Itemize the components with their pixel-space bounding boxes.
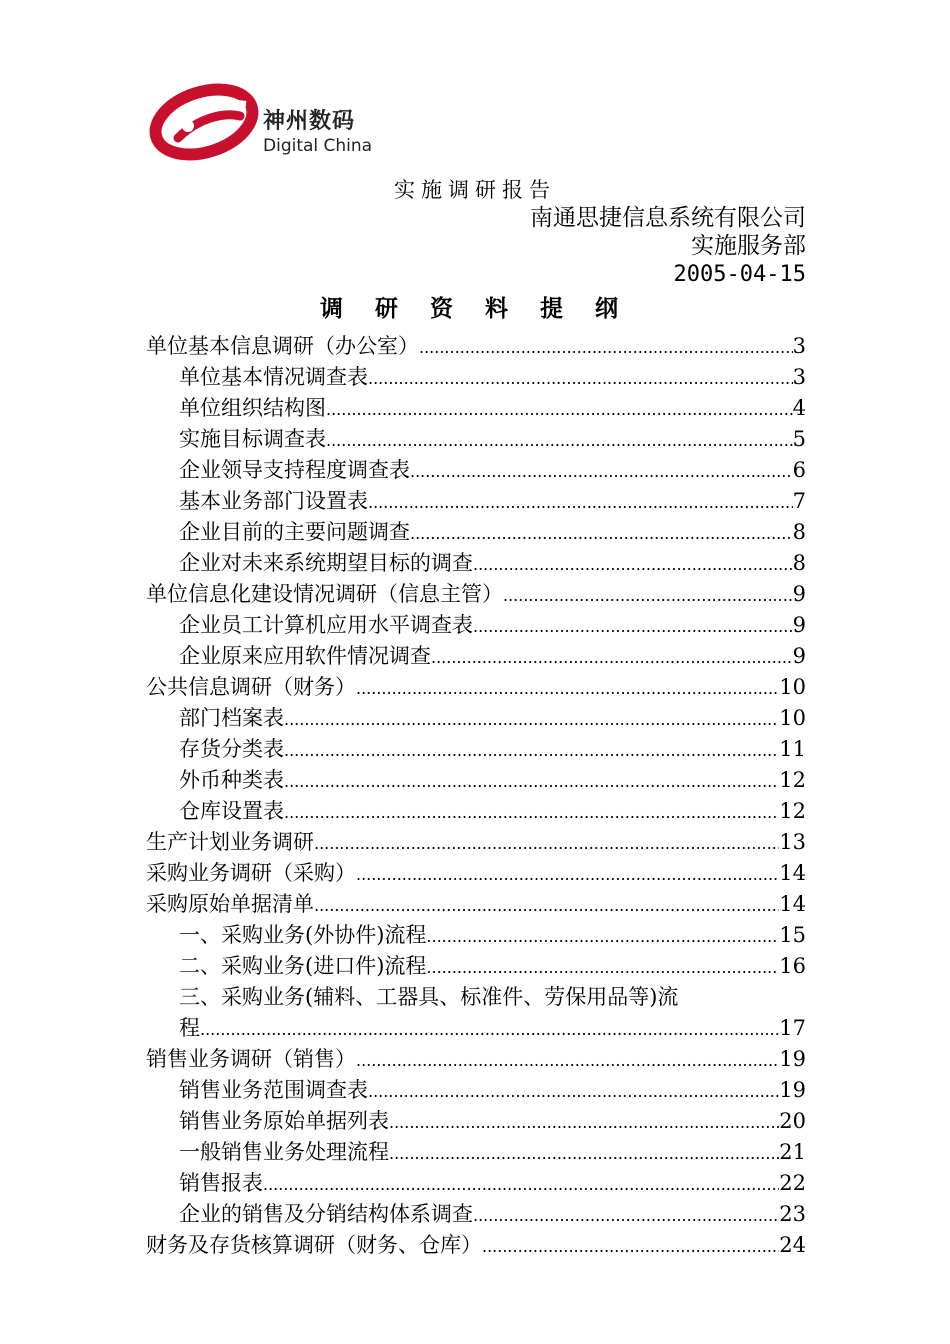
- toc-leader: [473, 551, 793, 579]
- toc-entry[interactable]: [146, 920, 806, 951]
- toc-leader: [410, 458, 793, 486]
- toc-entry-page: 11: [779, 737, 806, 761]
- toc-entry-page: 19: [779, 1047, 806, 1071]
- toc-entry-page: 10: [779, 675, 806, 699]
- toc-entry-page: 15: [779, 923, 806, 947]
- toc-entry-text: 仓库设置表: [179, 799, 284, 823]
- report-date: 2005-04-15: [673, 262, 806, 287]
- toc-entry-text: 一般销售业务处理流程: [179, 1140, 389, 1164]
- toc-leader: [389, 1140, 779, 1168]
- toc-leader: [410, 520, 793, 548]
- toc-leader: [368, 489, 793, 517]
- toc-entry[interactable]: [146, 1137, 806, 1168]
- table-of-contents: [146, 331, 806, 1261]
- toc-entry-text: 采购原始单据清单: [146, 892, 314, 916]
- toc-entry[interactable]: [146, 734, 806, 765]
- toc-entry[interactable]: [146, 858, 806, 889]
- toc-entry-text: 存货分类表: [179, 737, 284, 761]
- toc-entry[interactable]: [146, 362, 806, 393]
- toc-leader: [314, 830, 779, 858]
- toc-leader: [284, 737, 779, 765]
- toc-leader: [482, 1233, 779, 1261]
- toc-entry-page: 8: [792, 520, 806, 544]
- toc-leader: [200, 1016, 779, 1044]
- toc-entry-text: 企业领导支持程度调查表: [179, 458, 410, 482]
- toc-entry-page: 23: [779, 1202, 806, 1226]
- toc-entry[interactable]: [146, 486, 806, 517]
- toc-entry-page: 20: [779, 1109, 806, 1133]
- toc-leader: [368, 1078, 779, 1106]
- toc-entry[interactable]: [146, 796, 806, 827]
- toc-entry-page: 12: [779, 799, 806, 823]
- toc-entry[interactable]: [146, 1230, 806, 1261]
- toc-leader: [326, 427, 793, 455]
- toc-entry[interactable]: [146, 827, 806, 858]
- toc-entry-page: 3: [792, 365, 806, 389]
- toc-entry-page: 17: [779, 1016, 806, 1040]
- toc-entry-page: 10: [779, 706, 806, 730]
- company-logo: [148, 78, 388, 168]
- toc-entry-page: 12: [779, 768, 806, 792]
- toc-leader: [473, 613, 793, 641]
- toc-leader: [426, 954, 779, 982]
- toc-entry-text: 销售业务原始单据列表: [179, 1109, 389, 1133]
- toc-entry-text: 部门档案表: [179, 706, 284, 730]
- toc-entry-page: 22: [779, 1171, 806, 1195]
- toc-entry-text: 财务及存货核算调研（财务、仓库）: [146, 1233, 482, 1257]
- toc-entry-text: 实施目标调查表: [179, 427, 326, 451]
- toc-entry-page: 3: [792, 334, 806, 358]
- department-name: 实施服务部: [691, 233, 806, 259]
- toc-entry[interactable]: [146, 610, 806, 641]
- toc-entry-text: 企业原来应用软件情况调查: [179, 644, 431, 668]
- toc-leader: [356, 1047, 779, 1075]
- toc-entry-text-continued: 程: [179, 1016, 200, 1040]
- toc-leader: [368, 365, 793, 393]
- toc-leader: [503, 582, 793, 610]
- toc-entry-page: 24: [779, 1233, 806, 1257]
- toc-leader: [356, 861, 779, 889]
- toc-entry-text: 销售业务范围调查表: [179, 1078, 368, 1102]
- toc-entry-page: 16: [779, 954, 806, 978]
- toc-entry-text: 企业对未来系统期望目标的调查: [179, 551, 473, 575]
- toc-leader: [419, 334, 793, 362]
- toc-leader: [389, 1109, 779, 1137]
- toc-entry-page: 9: [792, 644, 806, 668]
- digital-china-swoosh-logo-icon: [148, 78, 260, 168]
- toc-entry-text: 公共信息调研（财务）: [146, 675, 356, 699]
- toc-entry-text: 外币种类表: [179, 768, 284, 792]
- toc-leader: [284, 706, 779, 734]
- toc-leader: [431, 644, 793, 672]
- toc-entry-page: 5: [792, 427, 806, 451]
- toc-entry[interactable]: [146, 331, 806, 362]
- toc-leader: [263, 1171, 779, 1199]
- toc-entry[interactable]: [146, 1199, 806, 1230]
- toc-entry-continued[interactable]: [146, 1013, 806, 1044]
- toc-entry-text: 基本业务部门设置表: [179, 489, 368, 513]
- toc-entry-page: 14: [779, 861, 806, 885]
- toc-entry[interactable]: [146, 548, 806, 579]
- toc-leader: [284, 768, 779, 796]
- toc-entry-text: 生产计划业务调研: [146, 830, 314, 854]
- toc-entry-text: 单位基本情况调查表: [179, 365, 368, 389]
- toc-entry-text: 三、采购业务(辅料、工器具、标准件、劳保用品等)流: [179, 985, 679, 1009]
- toc-entry-text: 企业员工计算机应用水平调查表: [179, 613, 473, 637]
- toc-entry[interactable]: [146, 951, 806, 982]
- toc-leader: [284, 799, 779, 827]
- outline-title: 调 研 资 料 提 纲: [319, 296, 631, 322]
- toc-entry-text: 单位基本信息调研（办公室）: [146, 334, 419, 358]
- toc-entry[interactable]: [146, 1044, 806, 1075]
- toc-entry-page: 9: [792, 582, 806, 606]
- toc-entry-text: 单位组织结构图: [179, 396, 326, 420]
- company-name: 南通思捷信息系统有限公司: [530, 205, 806, 231]
- toc-leader: [326, 396, 793, 424]
- toc-entry[interactable]: [146, 765, 806, 796]
- toc-entry-text: 企业目前的主要问题调查: [179, 520, 410, 544]
- toc-entry-text: 采购业务调研（采购）: [146, 861, 356, 885]
- toc-entry[interactable]: [146, 455, 806, 486]
- toc-entry-page: 13: [779, 830, 806, 854]
- logo-english-name: Digital China: [263, 136, 373, 156]
- toc-entry-page: 7: [792, 489, 806, 513]
- toc-entry-page: 4: [792, 396, 806, 420]
- toc-entry-page: 21: [779, 1140, 806, 1164]
- toc-entry[interactable]: [146, 517, 806, 548]
- toc-entry-page: 6: [792, 458, 806, 482]
- report-title: 实施调研报告: [394, 178, 556, 202]
- toc-entry[interactable]: [146, 1106, 806, 1137]
- toc-entry-text: 企业的销售及分销结构体系调查: [179, 1202, 473, 1226]
- toc-entry-page: 19: [779, 1078, 806, 1102]
- toc-entry[interactable]: [146, 641, 806, 672]
- toc-entry-page: 9: [792, 613, 806, 637]
- toc-entry-text: 单位信息化建设情况调研（信息主管）: [146, 582, 503, 606]
- toc-entry-page: 8: [792, 551, 806, 575]
- toc-entry-page: 14: [779, 892, 806, 916]
- toc-leader: [356, 675, 779, 703]
- toc-entry[interactable]: [146, 672, 806, 703]
- toc-entry[interactable]: [146, 1168, 806, 1199]
- toc-entry[interactable]: [146, 889, 806, 920]
- toc-entry[interactable]: [146, 579, 806, 610]
- toc-leader: [426, 923, 779, 951]
- toc-entry-text: 一、采购业务(外协件)流程: [179, 923, 427, 947]
- toc-entry[interactable]: [146, 1075, 806, 1106]
- toc-leader: [314, 892, 779, 920]
- toc-entry-text: 销售业务调研（销售）: [146, 1047, 356, 1071]
- toc-entry-text: 销售报表: [179, 1171, 263, 1195]
- toc-entry[interactable]: [146, 982, 806, 1013]
- toc-entry[interactable]: [146, 703, 806, 734]
- toc-entry[interactable]: [146, 393, 806, 424]
- logo-chinese-name: 神州数码: [263, 109, 356, 134]
- toc-leader: [473, 1202, 779, 1230]
- toc-entry[interactable]: [146, 424, 806, 455]
- toc-entry-text: 二、采购业务(进口件)流程: [179, 954, 427, 978]
